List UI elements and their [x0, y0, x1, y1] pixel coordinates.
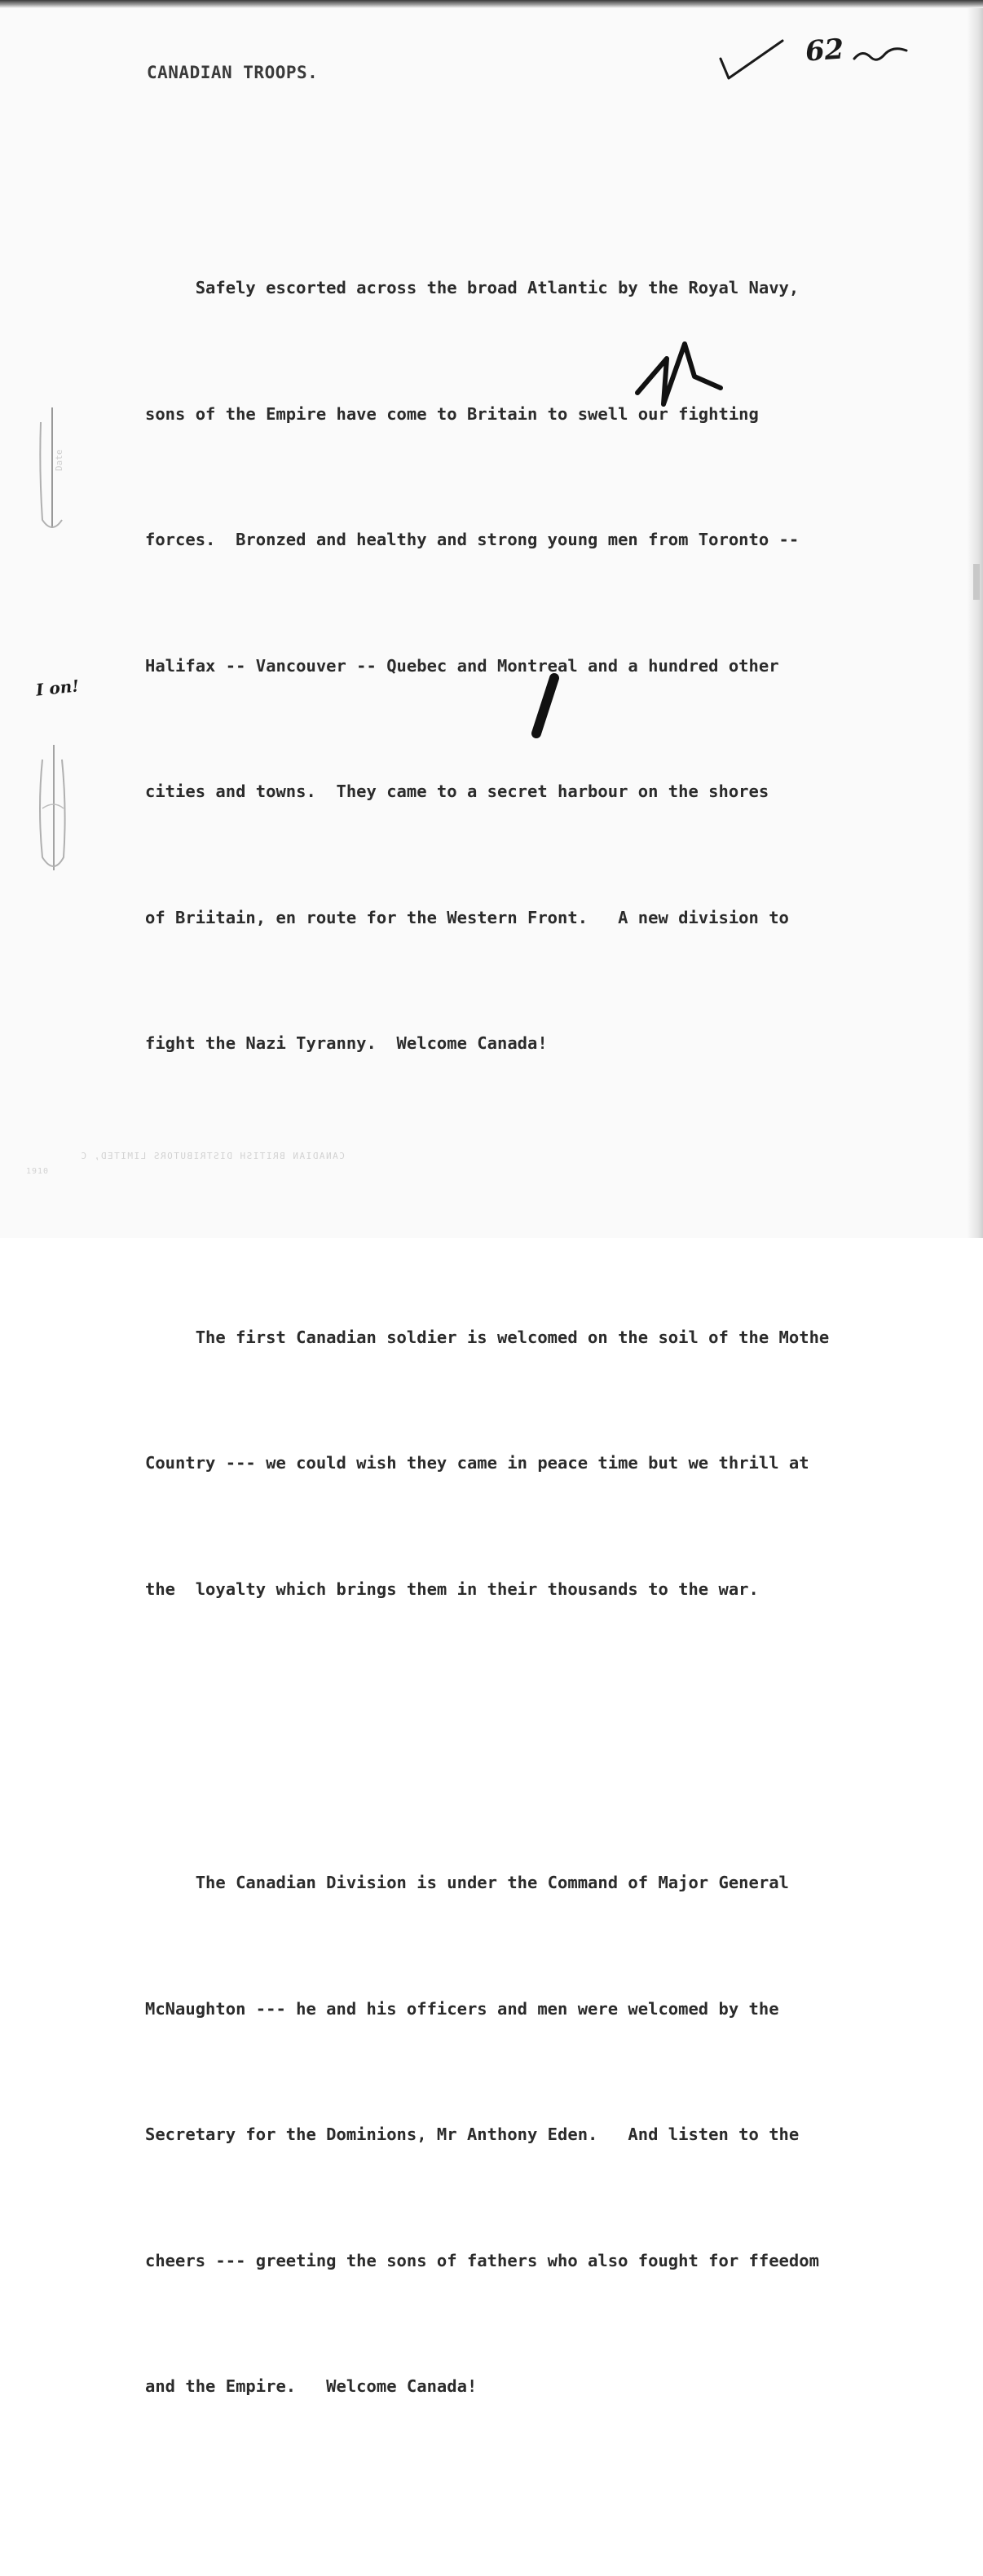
text-line: sons of the Empire have come to Britain to swell our fighting — [145, 403, 759, 424]
printer-code: 1910 — [26, 1167, 50, 1176]
paragraph-3 — [145, 1778, 968, 2492]
text-line: Country --- we could wish they came in peace time but we thrill at — [145, 1453, 809, 1473]
punch-hole-icon — [36, 406, 68, 536]
text-line: fight the Nazi Tyranny. Welcome Canada! — [145, 1033, 548, 1053]
handwritten-number: 62 — [804, 33, 845, 68]
text-line: cities and towns. They came to a secret harbour on the shores — [145, 782, 769, 801]
paragraph-break-mark-icon — [633, 336, 722, 409]
handwritten-flourish-icon — [853, 42, 910, 67]
margin-handwriting: I on! — [34, 676, 81, 700]
text-line: cheers --- greeting the sons of fathers who also fought for ffeedom — [145, 2250, 819, 2270]
printer-imprint: CANADIAN BRITISH DISTRIBUTORS LIMITED, C — [80, 1151, 345, 1161]
check-mark-icon — [717, 36, 791, 85]
text-line: Secretary for the Dominions, Mr Anthony Eden. And listen to the — [145, 2125, 800, 2144]
text-line: McNaughton --- he and his officers and men were welcomed by the — [145, 1998, 779, 2019]
text-line: The first Canadian soldier is welcomed on the soil of the Mothe — [145, 1327, 830, 1347]
text-line: Halifax -- Vancouver -- Quebec and Montreal and a hundred other — [145, 655, 779, 676]
paper-top-edge — [0, 0, 983, 8]
end-mark-icon — [525, 673, 566, 738]
document-title: CANADIAN TROOPS. — [147, 63, 319, 82]
punch-hole-icon — [34, 743, 70, 874]
text-line: the loyalty which brings them in their thousands to the war. — [145, 1579, 759, 1599]
paragraph-1 — [145, 183, 968, 1149]
text-line: forces. Bronzed and healthy and strong young men from Toronto -- — [145, 530, 800, 549]
text-line: and the Empire. Welcome Canada! — [145, 2376, 478, 2396]
text-line: Safely escorted across the broad Atlantic by the Royal Navy, — [145, 278, 800, 297]
text-line: The Canadian Division is under the Command of Major General — [145, 1873, 789, 1892]
paper-edge-mark — [973, 564, 980, 600]
text-line: of Briitain, en route for the Western Front. A new division to — [145, 907, 789, 927]
typed-body — [145, 99, 968, 2576]
margin-stamp-label: Date — [54, 449, 64, 471]
paper-right-edge — [967, 8, 983, 1238]
paragraph-2 — [145, 1233, 968, 1695]
